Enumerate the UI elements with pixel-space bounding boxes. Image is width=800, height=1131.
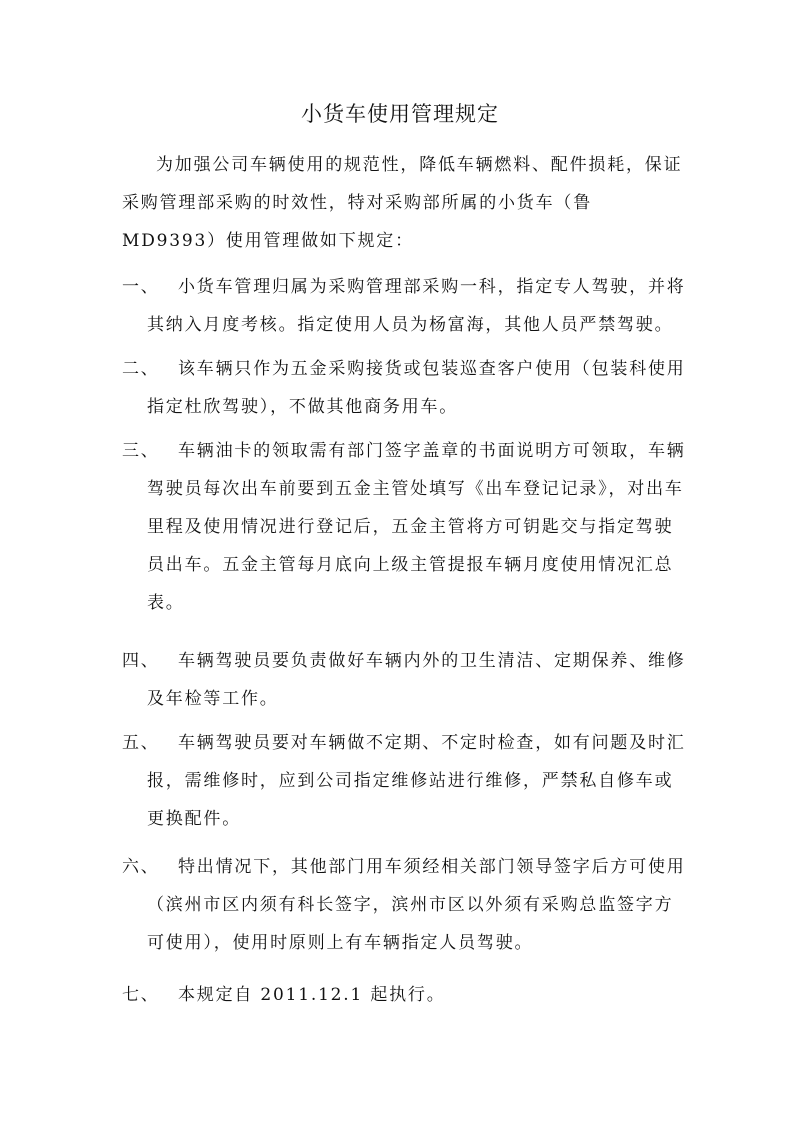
clause-text: 车辆驾驶员要对车辆做不定期、不定时检查，如有问题及时汇报，需维修时，应到公司指定维修站进行维修，严禁私自修车或更换配件。 bbox=[147, 733, 686, 829]
clause-3 bbox=[122, 432, 692, 622]
clause-1 bbox=[122, 268, 692, 344]
clause-6 bbox=[122, 848, 692, 962]
clause-number: 二、 bbox=[122, 359, 160, 379]
clause-number: 七、 bbox=[122, 985, 160, 1005]
clause-text: 本规定自 2011.12.1 起执行。 bbox=[178, 985, 446, 1005]
clause-text: 特出情况下，其他部门用车须经相关部门领导签字后方可使用（滨州市区内须有科长签字，滨州市区以外须有采购总监签字方可使用），使用时原则上有车辆指定人员驾驶。 bbox=[147, 857, 686, 953]
clause-7 bbox=[122, 976, 692, 1014]
clause-number: 五、 bbox=[122, 733, 160, 753]
clause-number: 三、 bbox=[122, 441, 160, 461]
clause-number: 四、 bbox=[122, 651, 160, 671]
intro-paragraph: 为加强公司车辆使用的规范性，降低车辆燃料、配件损耗，保证采购管理部采购的时效性，特对采购部所属的小货车（鲁 MD9393）使用管理做如下规定： bbox=[122, 155, 683, 251]
clause-text: 该车辆只作为五金采购接货或包装巡查客户使用（包装科使用指定杜欣驾驶），不做其他商务用车。 bbox=[147, 359, 686, 417]
clause-text: 车辆驾驶员要负责做好车辆内外的卫生清洁、定期保养、维修及年检等工作。 bbox=[147, 651, 686, 709]
clause-number: 一、 bbox=[122, 277, 160, 297]
clause-2 bbox=[122, 350, 692, 426]
clause-4 bbox=[122, 642, 692, 718]
clause-text: 车辆油卡的领取需有部门签字盖章的书面说明方可领取，车辆驾驶员每次出车前要到五金主管处填写《出车登记记录》，对出车里程及使用情况进行登记后，五金主管将方可钥匙交与指定驾驶员出车。五金主管每月底向上级主管提报车辆月度使用情况汇总表。 bbox=[147, 441, 686, 613]
clause-number: 六、 bbox=[122, 857, 160, 877]
clause-5 bbox=[122, 724, 692, 838]
document-title: 小货车使用管理规定 bbox=[301, 102, 499, 126]
clause-text: 小货车管理归属为采购管理部采购一科，指定专人驾驶，并将其纳入月度考核。指定使用人员为杨富海，其他人员严禁驾驶。 bbox=[147, 277, 686, 335]
